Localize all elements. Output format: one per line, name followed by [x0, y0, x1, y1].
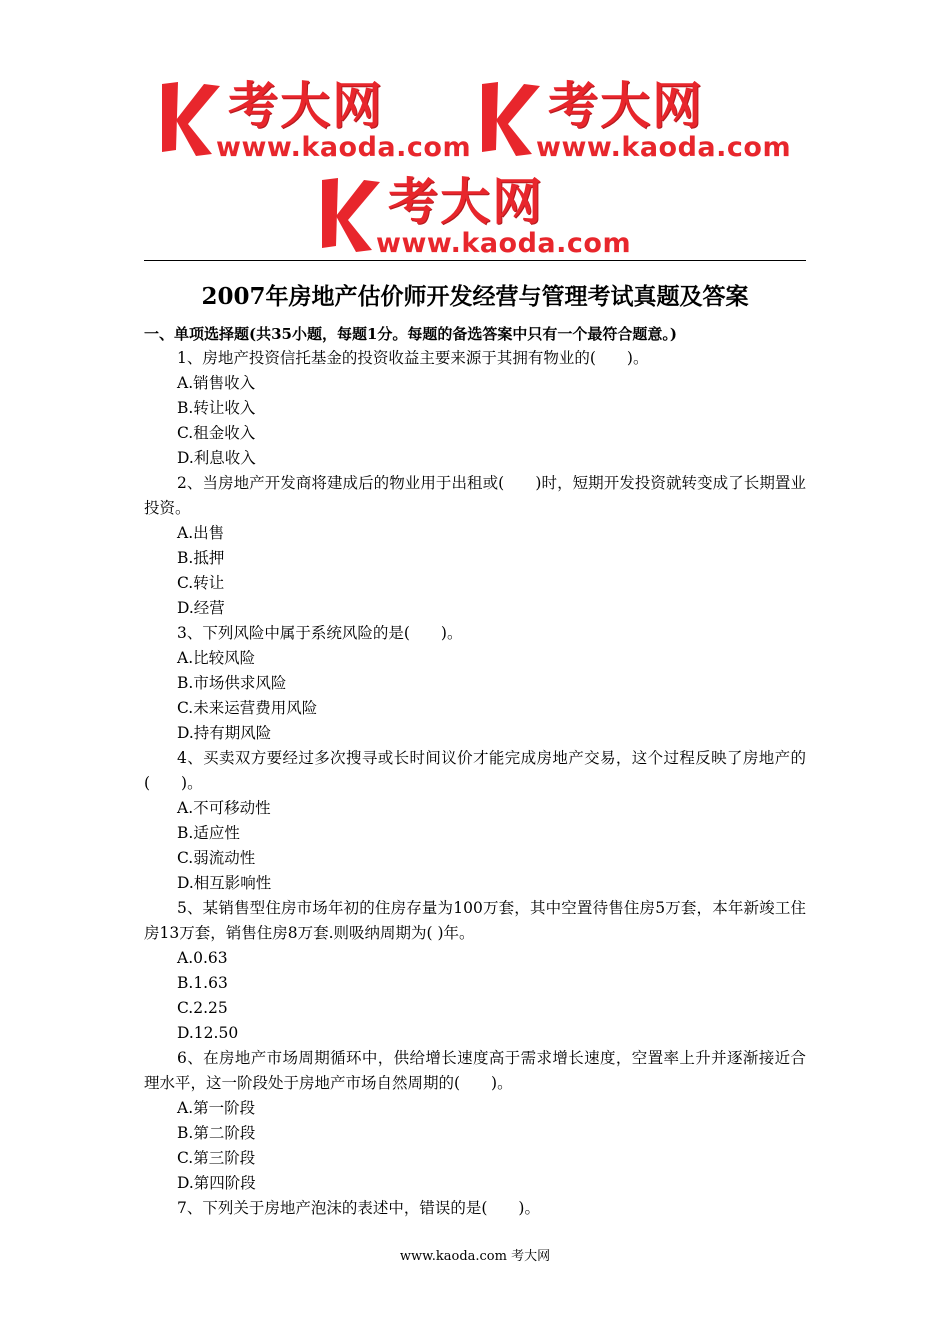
question-text: 7、下列关于房地产泡沫的表述中，错误的是( )。 [177, 1199, 540, 1217]
answer-option: C.转让 [177, 574, 225, 592]
section-heading: 一、单项选择题(共35小题，每题1分。每题的备选答案中只有一个最符合题意。) [144, 325, 678, 343]
logo-brand-text: 考大网 [548, 77, 704, 135]
answer-option: D.第四阶段 [177, 1174, 256, 1192]
question-text: 4、买卖双方要经过多次搜寻或长时间议价才能完成房地产交易，这个过程反映了房地产的( )。 [144, 749, 806, 792]
answer-option: C.弱流动性 [177, 849, 256, 867]
answer-option: D.利息收入 [177, 449, 256, 467]
question-text: 3、下列风险中属于系统风险的是( )。 [177, 624, 463, 642]
answer-option: A.0.63 [177, 949, 228, 967]
question-text: 6、在房地产市场周期循环中，供给增长速度高于需求增长速度，空置率上升并逐渐接近合理水平，这一阶段处于房地产市场自然周期的( )。 [144, 1049, 806, 1092]
document-title: 2007年房地产估价师开发经营与管理考试真题及答案 [201, 283, 749, 310]
answer-option: D.12.50 [177, 1024, 239, 1042]
answer-option: C.第三阶段 [177, 1149, 256, 1167]
answer-option: A.第一阶段 [177, 1099, 256, 1117]
answer-option: A.销售收入 [177, 374, 256, 392]
answer-option: A.出售 [177, 524, 225, 542]
answer-option: B.抵押 [177, 549, 225, 567]
header-logos [0, 0, 950, 262]
kaoda-logo[interactable] [480, 77, 810, 170]
logo-brand-text: 考大网 [388, 173, 544, 231]
answer-option: B.市场供求风险 [177, 674, 287, 692]
question-text: 1、房地产投资信托基金的投资收益主要来源于其拥有物业的( )。 [177, 349, 649, 367]
logo-brand-text: 考大网 [228, 77, 384, 135]
question-text: 5、某销售型住房市场年初的住房存量为100万套，其中空置待售住房5万套，本年新竣工住房13万套，销售住房8万套.则吸纳周期为( )年。 [144, 899, 806, 942]
answer-option: D.经营 [177, 599, 225, 617]
kaoda-logo[interactable] [160, 77, 490, 170]
k-logo-icon [480, 80, 540, 158]
answer-option: B.适应性 [177, 824, 240, 842]
logo-url-text: www.kaoda.com [216, 132, 472, 163]
answer-option: A.不可移动性 [177, 799, 271, 817]
logo-url-text: www.kaoda.com [376, 228, 632, 259]
logo-url-text: www.kaoda.com [536, 132, 792, 163]
answer-option: B.第二阶段 [177, 1124, 256, 1142]
answer-option: D.相互影响性 [177, 874, 272, 892]
answer-option: C.未来运营费用风险 [177, 699, 318, 717]
answer-option: C.2.25 [177, 999, 228, 1017]
question-list [144, 346, 806, 1221]
kaoda-logo[interactable] [320, 173, 650, 266]
question-text: 2、当房地产开发商将建成后的物业用于出租或( )时，短期开发投资就转变成了长期置业投资。 [144, 474, 806, 517]
answer-option: B.1.63 [177, 974, 228, 992]
k-logo-icon [320, 176, 380, 254]
answer-option: D.持有期风险 [177, 724, 272, 742]
answer-option: C.租金收入 [177, 424, 256, 442]
header-divider [144, 260, 806, 261]
answer-option: A.比较风险 [177, 649, 256, 667]
k-logo-icon [160, 80, 220, 158]
page-footer: www.kaoda.com 考大网 [399, 1249, 551, 1264]
answer-option: B.转让收入 [177, 399, 256, 417]
